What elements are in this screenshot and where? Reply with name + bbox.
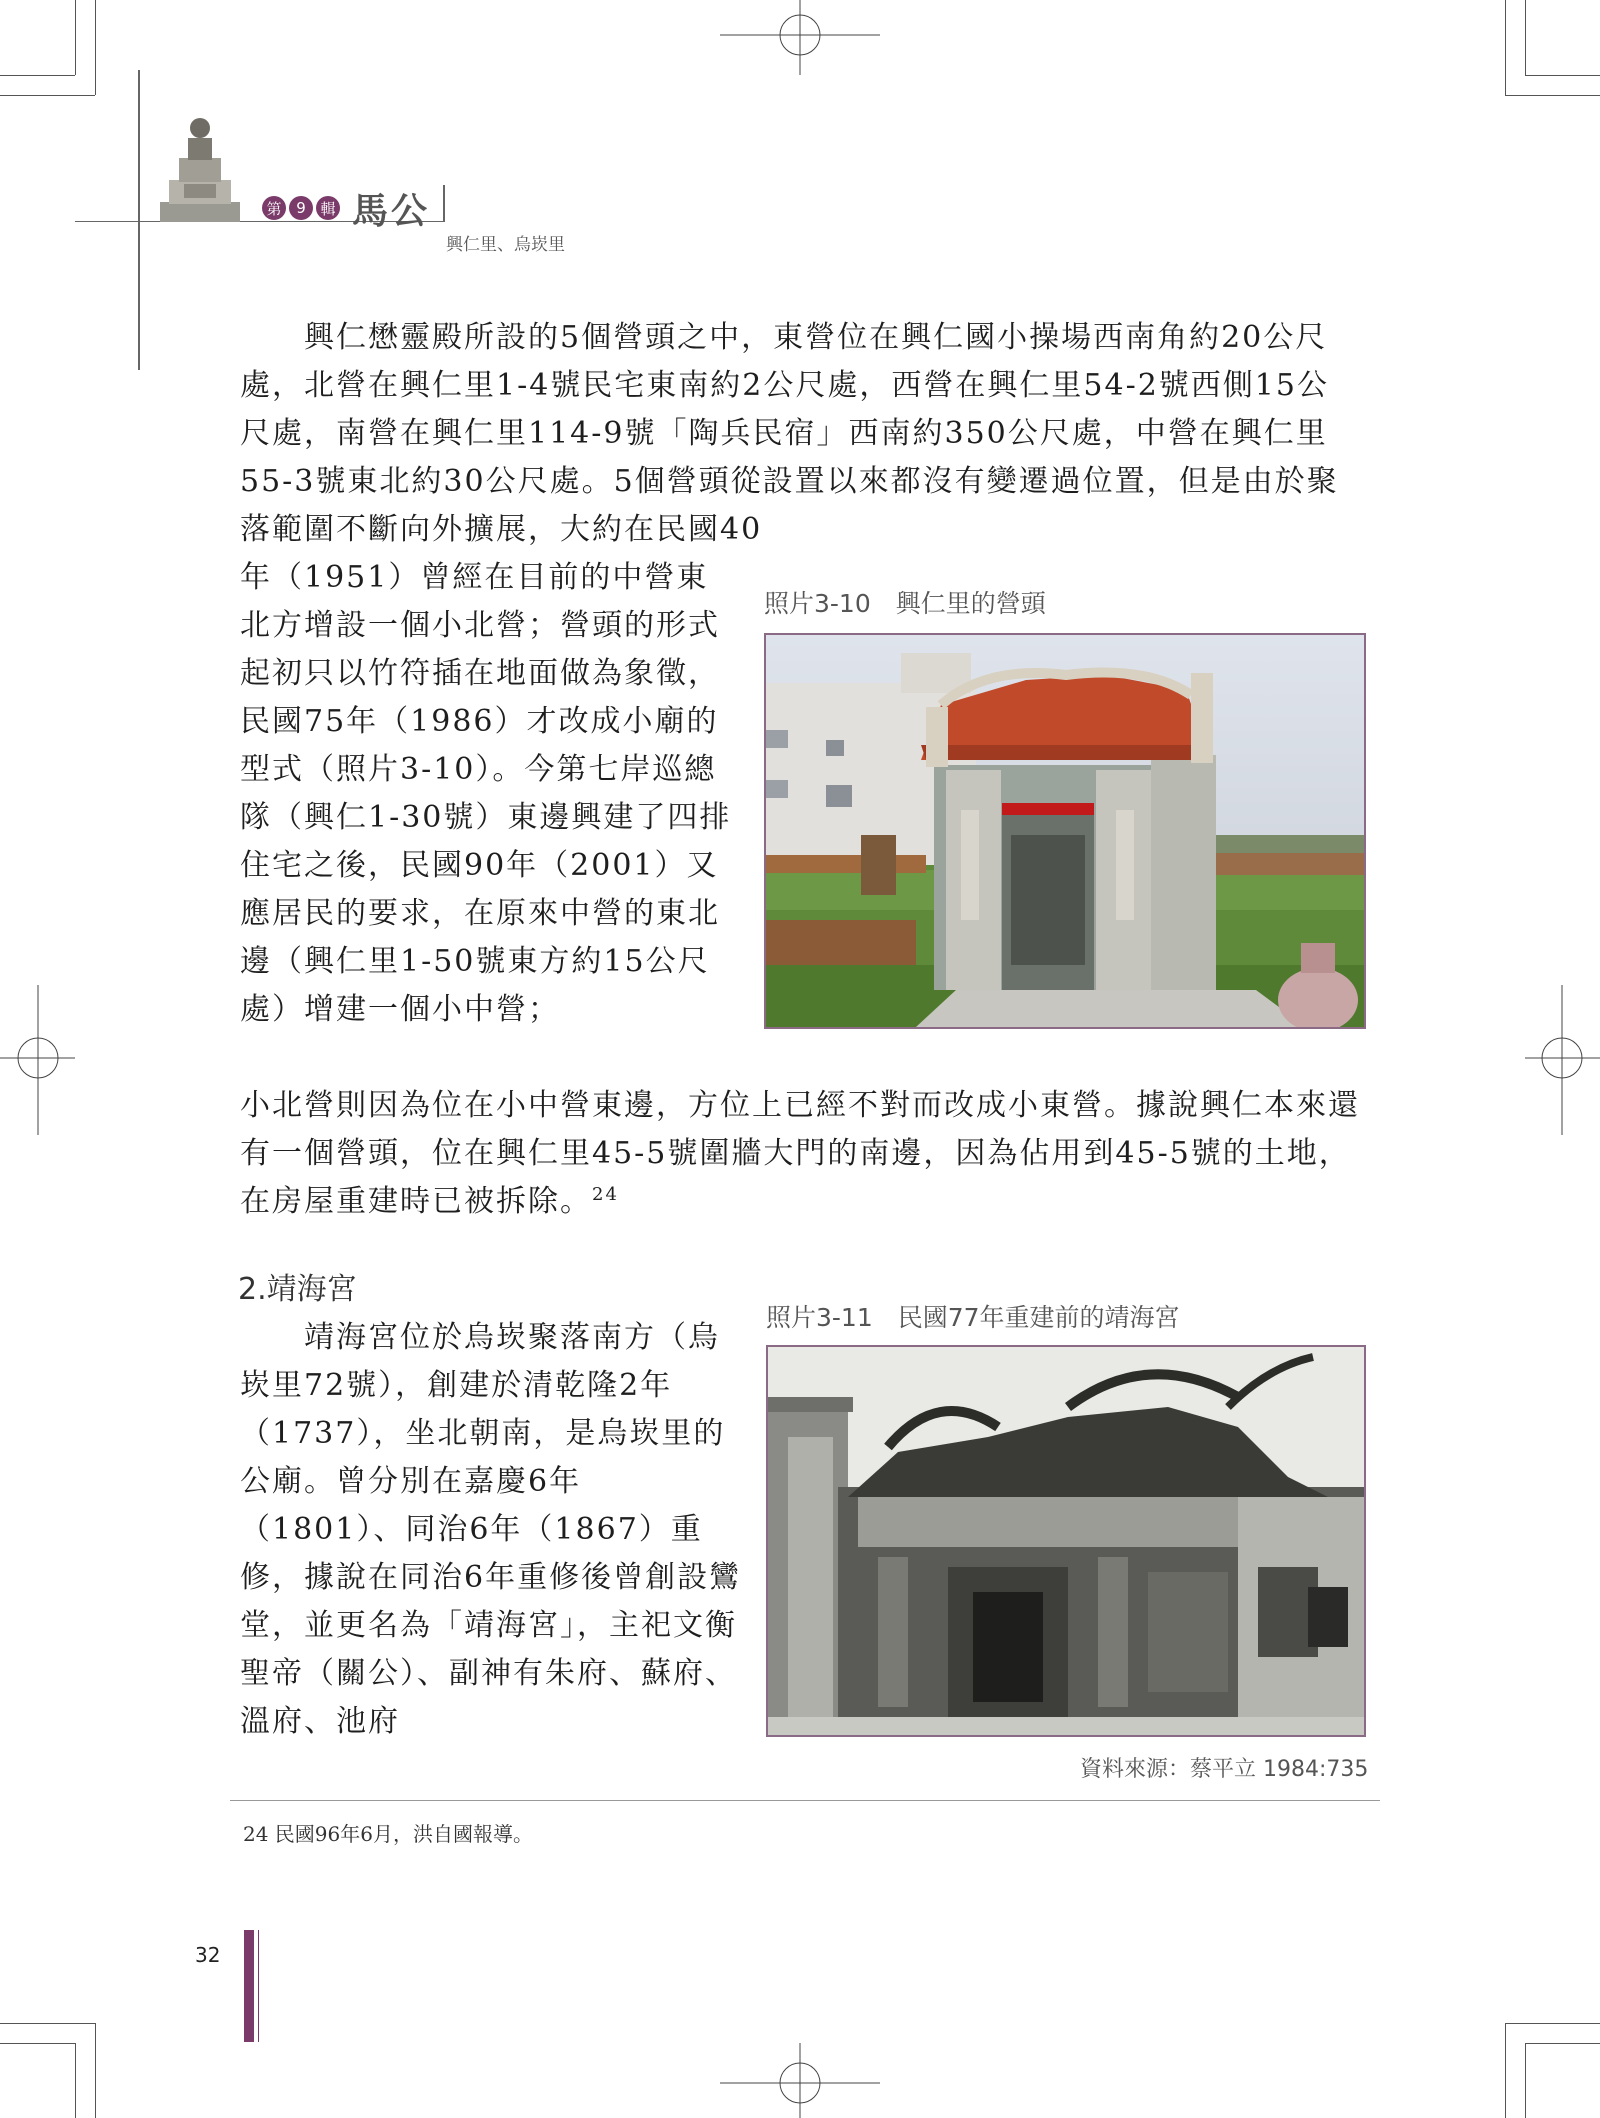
photo-3-11	[766, 1345, 1366, 1737]
photo-3-10	[764, 633, 1366, 1029]
volume-badge-prefix: 第	[262, 196, 286, 220]
photo-3-10-caption: 照片3-10 興仁里的營頭	[764, 589, 1046, 618]
photo-3-11-caption: 照片3-11 民國77年重建前的靖海宮	[766, 1303, 1180, 1332]
footnote-ref: 24	[592, 1184, 619, 1205]
statue-image	[155, 110, 245, 222]
registration-mark-top	[720, 0, 880, 75]
volume-badge-suffix: 輯	[316, 196, 340, 220]
page-accent-bar	[244, 1930, 254, 2042]
paragraph-1-tail	[240, 1082, 1360, 1226]
section-heading: 2.靖海宮	[238, 1272, 357, 1307]
page-number: 32	[195, 1943, 221, 1967]
volume-title: 馬公	[352, 190, 431, 232]
volume-badge-number: 9	[289, 196, 313, 220]
chapter-subtitle: 興仁里、烏崁里	[446, 235, 565, 255]
page-accent-line	[258, 1930, 259, 2042]
footnote: 24 民國96年6月，洪自國報導。	[243, 1822, 533, 1846]
registration-mark-right	[1525, 985, 1600, 1135]
registration-mark-left	[0, 985, 75, 1135]
paragraph-1-narrow: 年（1951）曾經在目前的中營東北方增設一個小北營；營頭的形式起初只以竹符插在地面做為象徵，民國75年（1986）才改成小廟的型式（照片3-10）。今第七岸巡總隊（興仁1-30號）東邊興建了四排住宅之後，民國90年（2001）又應居民的要求，在原來中營的東北邊（興仁里1-50號東方約15公尺處）增建一個小中營；	[240, 560, 732, 1027]
footnote-divider	[230, 1800, 1380, 1801]
registration-mark-bottom	[720, 2043, 880, 2118]
photo-3-11-source: 資料來源：蔡平立 1984:735	[1080, 1757, 1369, 1782]
paragraph-1-full: 興仁懋靈殿所設的5個營頭之中，東營位在興仁國小操場西南角約20公尺處，北營在興仁里1-4號民宅東南約2公尺處，西營在興仁里54-2號西側15公尺處，南營在興仁里114-9號「陶兵民宿」西南約350公尺處，中營在興仁里55-3號東北約30公尺處。5個營頭從設置以來都沒有變遷過位置，但是由於聚落範圍不斷向外擴展，大約在民國40	[240, 320, 1339, 547]
volume-badge	[262, 196, 340, 220]
paragraph-2-narrow: 靖海宮位於烏崁聚落南方（烏崁里72號），創建於清乾隆2年（1737），坐北朝南，是烏崁里的公廟。曾分別在嘉慶6年（1801）、同治6年（1867）重修，據說在同治6年重修後曾創設鸞堂，並更名為「靖海宮」，主祀文衡聖帝（關公）、副神有朱府、蘇府、溫府、池府	[240, 1320, 742, 1739]
paragraph-1-tail-text: 小北營則因為位在小中營東邊，方位上已經不對而改成小東營。據說興仁本來還有一個營頭，位在興仁里45-5號圍牆大門的南邊，因為佔用到45-5號的土地，在房屋重建時已被拆除。	[240, 1088, 1360, 1219]
